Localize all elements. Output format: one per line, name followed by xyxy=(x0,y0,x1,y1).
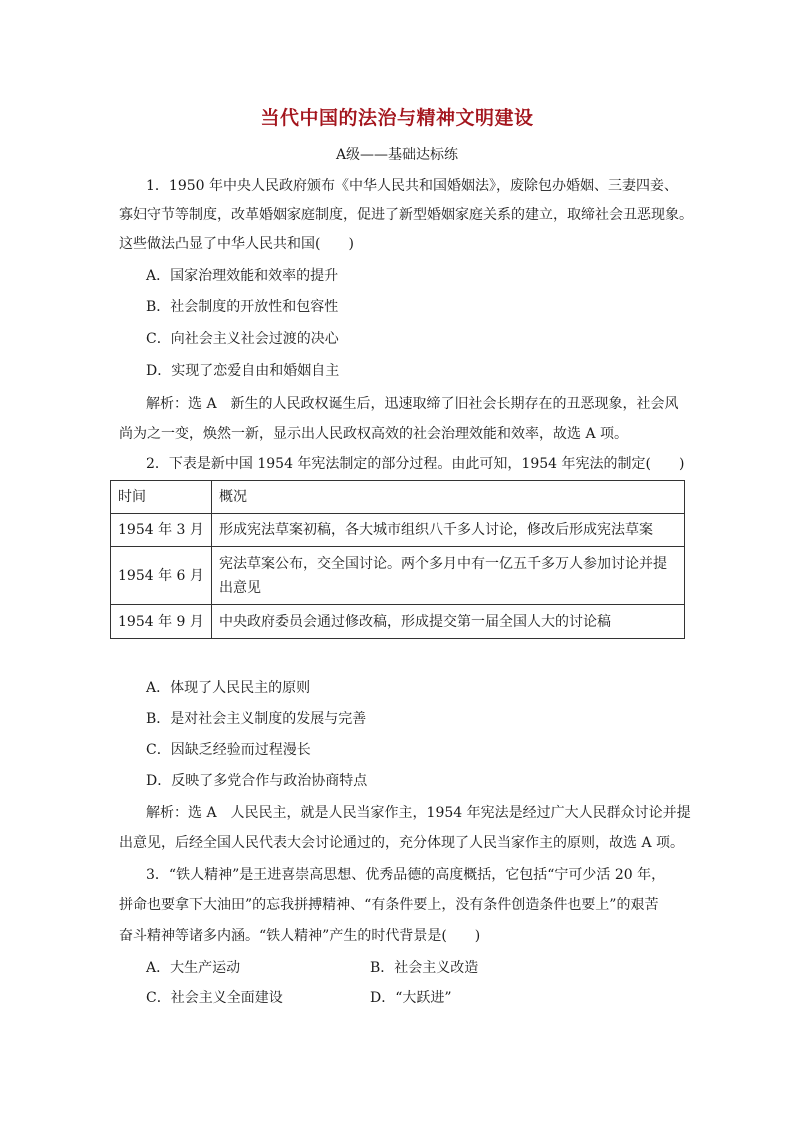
table-cell-desc: 形成宪法草案初稿，各大城市组织八千多人讨论，修改后形成宪法草案 xyxy=(212,514,685,547)
q2-analysis-line: 出意见，后经全国人民代表大会讨论通过的，充分体现了人民当家作主的原则，故选 A 项。 xyxy=(119,835,685,851)
q1-option-b: B．社会制度的开放性和包容性 xyxy=(146,299,339,315)
q3-option-d: D．“大跃进” xyxy=(370,990,452,1006)
table-cell-desc: 宪法草案公布，交全国讨论。两个多月中有一亿五千多万人参加讨论并提出意见 xyxy=(212,547,685,605)
q2-option-b: B．是对社会主义制度的发展与完善 xyxy=(146,711,367,727)
q2-stem: 2．下表是新中国 1954 年宪法制定的部分过程。由此可知，1954 年宪法的制定( ) xyxy=(146,456,685,472)
q3-option-b: B．社会主义改造 xyxy=(370,960,479,976)
q2-analysis-line: 解析：选 A 人民民主，就是人民当家作主，1954 年宪法是经过广大人民群众讨论并提 xyxy=(146,805,691,821)
q1-option-d: D．实现了恋爱自由和婚姻自主 xyxy=(146,363,340,379)
q3-stem-line: 奋斗精神等诸多内涵。“铁人精神”产生的时代背景是( ) xyxy=(119,928,481,944)
q3-stem-line: 3．“铁人精神”是王进喜崇高思想、优秀品德的高度概括，它包括“宁可少活 20 年， xyxy=(146,867,666,883)
q2-option-a: A．体现了人民民主的原则 xyxy=(146,680,311,696)
q1-stem-line: 这些做法凸显了中华人民共和国( ) xyxy=(119,236,354,252)
table-cell-time: 1954 年 9 月 xyxy=(111,605,212,639)
q1-analysis-line: 尚为之一变，焕然一新，显示出人民政权高效的社会治理效能和效率，故选 A 项。 xyxy=(119,426,629,442)
q1-stem-line: 寡妇守节等制度，改革婚姻家庭制度，促进了新型婚姻家庭关系的建立，取缔社会丑恶现象。 xyxy=(119,207,693,223)
table-header-row xyxy=(111,481,685,514)
constitution-process-table xyxy=(110,480,685,639)
table-row xyxy=(111,547,685,605)
q2-option-d: D．反映了多党合作与政治协商特点 xyxy=(146,773,368,789)
table-row xyxy=(111,605,685,639)
q1-option-a: A．国家治理效能和效率的提升 xyxy=(146,268,339,284)
table-cell-desc: 中央政府委员会通过修改稿，形成提交第一届全国人大的讨论稿 xyxy=(212,605,685,639)
q2-option-c: C．因缺乏经验而过程漫长 xyxy=(146,742,311,758)
table-header-desc: 概况 xyxy=(212,481,685,514)
q1-option-c: C．向社会主义社会过渡的决心 xyxy=(146,331,339,347)
table-row xyxy=(111,514,685,547)
q3-option-a: A．大生产运动 xyxy=(146,960,241,976)
section-subtitle: A级——基础达标练 xyxy=(335,147,459,163)
page-title: 当代中国的法治与精神文明建设 xyxy=(260,107,534,129)
q3-stem-line: 拼命也要拿下大油田”的忘我拼搏精神、“有条件要上，没有条件创造条件也要上”的艰苦 xyxy=(119,897,659,913)
table-header-time: 时间 xyxy=(111,481,212,514)
table-cell-time: 1954 年 6 月 xyxy=(111,547,212,605)
table-cell-time: 1954 年 3 月 xyxy=(111,514,212,547)
q1-stem-line: 1．1950 年中央人民政府颁布《中华人民共和国婚姻法》，废除包办婚姻、三妻四妾、 xyxy=(146,178,678,194)
q3-option-c: C．社会主义全面建设 xyxy=(146,990,283,1006)
q1-analysis-line: 解析：选 A 新生的人民政权诞生后，迅速取缔了旧社会长期存在的丑恶现象，社会风 xyxy=(146,396,679,412)
